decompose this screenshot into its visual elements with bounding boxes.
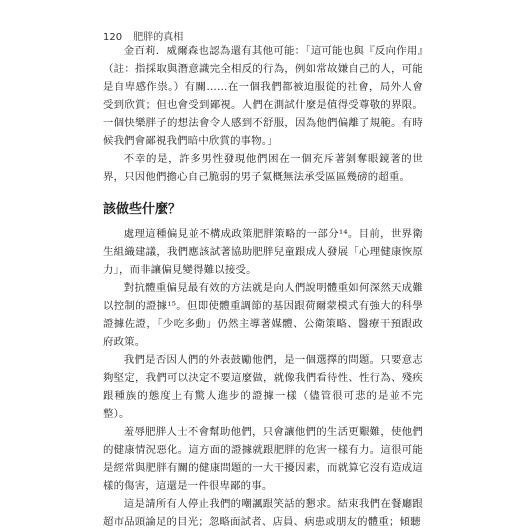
page-body [103,42,423,531]
section-heading: 該做些什麼？ [103,202,182,217]
page-header [103,28,183,43]
running-title: 肥胖的真相 [133,32,184,43]
paragraph: 羞辱肥胖人士不會幫助他們，只會讓他們的生活更艱難，使他們的健康情況惡化。這方面的證據就跟肥胖的危害一樣有力。這很可能是經常與肥胖有關的健康問題的一大干擾因素，而就算它沒有造成這樣的傷害，這還是一件很卑鄙的事。 [103,426,423,492]
paragraph: 處理這種偏見並不構成政策肥胖策略的一部分¹⁴。目前，世界衛生組織建議，我們應該試著協助肥胖兒童跟成人發展「心理健康恢原力」，而非讓偏見變得難以接受。 [103,228,423,276]
paragraph: 金百莉．威爾森也認為還有其他可能：「這可能也與『反向作用』（註：指採取與潛意識完全相反的行為，例如常故嫌自己的人，可能是自卑感作祟。）有關……在一個我們都被迫服從的社會，局外人會受到欣賞；但也會受到鄙視。人們在測試什麼是值得受尊敬的界限。一個快樂胖子的想法會令人感到不舒服，因為他們偏離了規範。有時候我們會鄙視我們暗中欣賞的事物。」 [103,45,423,147]
page-number: 120 [103,32,123,43]
paragraph: 我們是否因人們的外表鼓勵他們，是一個選擇的問題。只要意志夠堅定，我們可以決定不要這麼做，就像我們看待性、性行為、殘疾跟種族的態度上有驚人進步的證據一樣（儘管很可悲的是並不完整）。 [103,354,423,420]
paragraph: 對抗體重偏見最有效的方法就是向人們說明體重如何深然天成難以控制的證據¹⁵。但即使體重調節的基因跟荷爾蒙模式有強大的科學證據佐證，「少吃多動」仍然主導著媒體、公衛策略、醫療干預跟政府政策。 [103,282,423,348]
paragraph: 不幸的是，許多男性發現他們困在一個充斥著剝奪眼鏡著的世界，只因他們擔心自己脆弱的男子氣概無法承受區區幾磅的超重。 [103,153,423,183]
paragraph: 這是請所有人停止我們的嘲諷跟笑話的懇求。結束我們在餐廳跟超市品頭論足的目光；忽略面試者、店員、病患或朋友的體重；傾聽 [103,498,423,528]
